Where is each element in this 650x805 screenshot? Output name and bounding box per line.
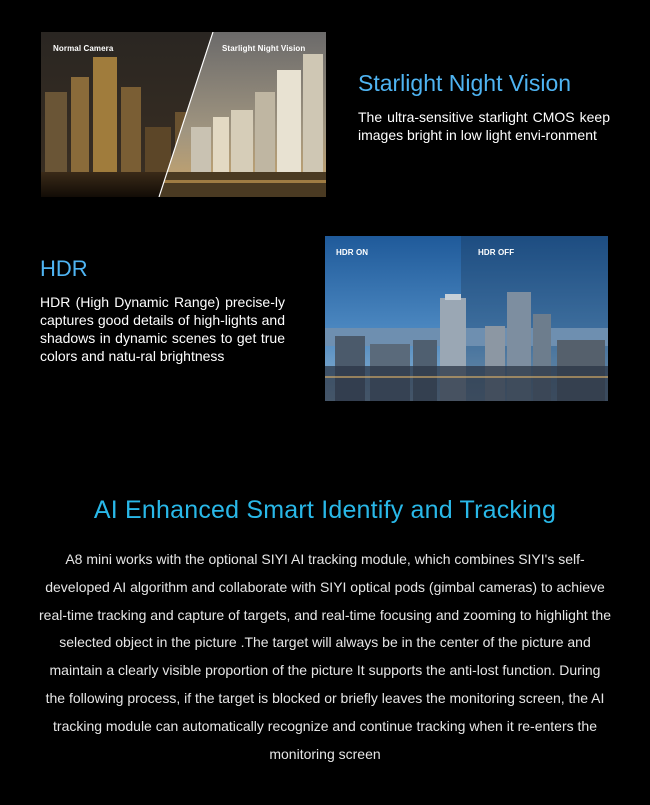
hdr-title: HDR bbox=[40, 256, 88, 281]
night-city-illustration bbox=[41, 32, 326, 197]
starlight-comparison-image bbox=[41, 32, 326, 197]
starlight-description: The ultra-sensitive starlight CMOS keep images bright in low light envi-ronment bbox=[358, 109, 610, 143]
hdr-description: HDR (High Dynamic Range) precise-ly captures good details of high-lights and shadows in dynamic scenes to get true colors and natu-ral brightness bbox=[40, 294, 285, 364]
hdr-city-illustration bbox=[325, 236, 608, 401]
normal-camera-label: Normal Camera bbox=[53, 44, 114, 53]
hdr-on-label: HDR ON bbox=[336, 248, 369, 257]
starlight-vision-label: Starlight Night Vision bbox=[222, 44, 306, 53]
ai-title: AI Enhanced Smart Identify and Tracking bbox=[93, 496, 557, 524]
hdr-comparison-image bbox=[325, 236, 608, 401]
hdr-off-label: HDR OFF bbox=[478, 248, 515, 257]
ai-description: A8 mini works with the optional SIYI AI tracking module, which combines SIYI's self-developed AI algorithm and collaborate with SIYI optical pods (gimbal cameras) to achieve real-time tracking and capture of targets, and real-time focusing and zooming to highlight the selected object in the picture .The target will always be in the center of the picture and maintain a clearly visible proportion of the picture It supports the anti-lost function. During the following process, if the target is blocked or briefly leaves the monitoring screen, the AI tracking module can automatically recognize and continue tracking when it re-enters the monitoring screen bbox=[39, 551, 611, 762]
starlight-title: Starlight Night Vision bbox=[358, 70, 572, 96]
